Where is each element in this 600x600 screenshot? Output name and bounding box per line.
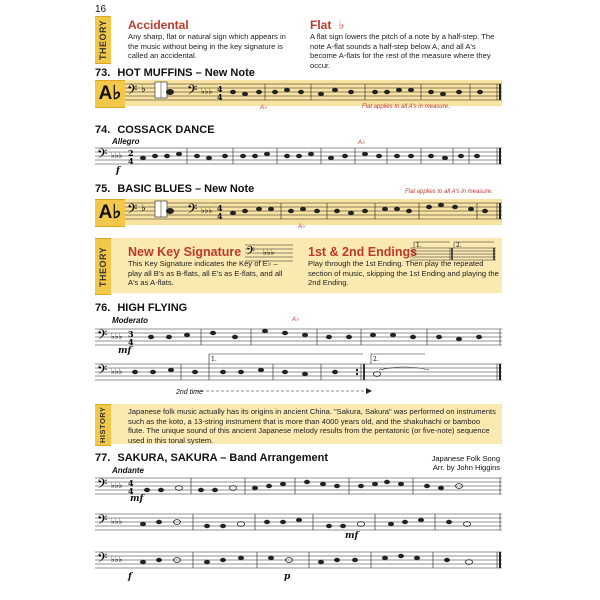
staff-73	[125, 78, 505, 118]
staff-77a	[95, 472, 505, 500]
annotation-73: Flat applies to all A's in measure.	[362, 104, 450, 110]
svg-text:4: 4	[217, 211, 223, 221]
tempo-77: Andante	[112, 466, 144, 475]
credit-line-2: Arr. by John Higgins	[432, 463, 500, 472]
exercise-77-number: 77.	[95, 452, 111, 464]
dynamic-77-3: f	[128, 572, 132, 582]
credit-line-1: Japanese Folk Song	[431, 454, 500, 463]
staff-76b	[95, 352, 505, 388]
new-key-title: New Key Signature	[128, 245, 242, 259]
note-label-74: A♭	[358, 140, 365, 146]
svg-text:3: 3	[128, 329, 134, 339]
svg-text:2: 2	[128, 148, 134, 158]
flat-title: Flat	[310, 18, 332, 32]
endings-title: 1st & 2nd Endings	[308, 245, 418, 259]
exercise-75-name: BASIC BLUES – New Note	[117, 183, 255, 195]
new-note-box-73	[95, 80, 125, 108]
ending-1-label-76: 1.	[211, 356, 217, 363]
svg-text:𝄢: 𝄢	[187, 82, 198, 101]
svg-text:♭♭♭: ♭♭♭	[111, 555, 123, 564]
theory-label-2: THEORY	[98, 246, 108, 287]
endings-diagram-icon	[410, 240, 498, 264]
svg-text:♭♭♭: ♭♭♭	[111, 481, 123, 490]
theory-sidebar-1	[95, 16, 111, 64]
svg-text:♭♭♭: ♭♭♭	[111, 151, 123, 160]
exercise-76-title	[95, 302, 187, 314]
accidental-title: Accidental	[128, 18, 189, 32]
history-sidebar	[95, 404, 111, 446]
accidental-box	[128, 18, 288, 61]
dynamic-77-1: mf	[130, 494, 144, 504]
svg-text:𝄢: 𝄢	[97, 550, 108, 569]
ending-2-label-76: 2.	[373, 356, 379, 363]
svg-text:♭♭♭: ♭♭♭	[111, 517, 123, 526]
theory-label-1: THEORY	[98, 19, 108, 61]
flat-text: A flat sign lowers the pitch of a note by a half-step. The note A-flat sounds a half-step below A, and all A's become A-flats for the rest of the measure where they occur.	[310, 32, 495, 71]
second-time-label: 2nd time	[176, 389, 203, 396]
svg-text:4: 4	[128, 486, 134, 496]
note-label-76: A♭	[292, 317, 299, 323]
note-label-75: A♭	[298, 224, 305, 230]
svg-text:♭♭♭: ♭♭♭	[111, 332, 123, 341]
flat-title-row	[310, 18, 500, 32]
staff-77b	[95, 508, 505, 536]
svg-text:𝄢: 𝄢	[97, 327, 108, 346]
history-text: Japanese folk music actually has its origins in ancient China. "Sakura, Sakura" was performed on instruments such as the koto, a 13-string instrument that is more than 4000 years old, and the shakuhachi or bamboo flute. The unique sound of this ancient Japanese melody results from the pentatonic (or five-note) sequence used in this tonal system.	[128, 407, 496, 446]
exercise-77-title	[95, 452, 328, 464]
staff-75	[125, 197, 505, 237]
svg-text:♭♭♭: ♭♭♭	[263, 248, 275, 257]
credits-77	[380, 454, 500, 472]
history-label: HISTORY	[98, 406, 107, 444]
svg-text:4: 4	[217, 84, 223, 94]
svg-text:♭♭♭: ♭♭♭	[201, 206, 213, 215]
exercise-76-number: 76.	[95, 302, 111, 314]
dynamic-77-2: mf	[345, 531, 359, 541]
flat-symbol: ♭	[338, 18, 345, 32]
staff-77c	[95, 546, 505, 576]
key-signature-icon	[245, 241, 295, 263]
exercise-73-number: 73.	[95, 67, 111, 79]
dynamic-76: mf	[118, 346, 132, 356]
new-key-text: This Key Signature indicates the Key of E♭ – play all B's as B-flats, all E's as E-flats, and all A's as A-flats.	[128, 259, 283, 288]
exercise-75-number: 75.	[95, 183, 111, 195]
annotation-75: Flat applies to all A's in measure.	[405, 189, 493, 195]
svg-text:𝄢: 𝄢	[246, 245, 256, 261]
new-note-75: A♭	[98, 202, 122, 223]
exercise-74-number: 74.	[95, 124, 111, 136]
page-number: 16	[95, 4, 107, 15]
svg-text:𝄢: 𝄢	[187, 201, 198, 220]
dynamic-77-4: p	[284, 572, 291, 582]
svg-text:♭♭♭: ♭♭♭	[111, 367, 123, 376]
accidental-text: Any sharp, flat or natural sign which appears in the music without being in the key signature is called an accidental.	[128, 32, 286, 61]
staff-76a	[95, 323, 505, 353]
svg-text:𝄢: 𝄢	[97, 476, 108, 495]
svg-text:𝄢: 𝄢	[97, 362, 108, 381]
second-time-arrow-icon	[196, 386, 376, 396]
theory-sidebar-2	[95, 238, 111, 295]
svg-text:4: 4	[217, 203, 223, 213]
ending-1-diagram-label: 1.	[416, 242, 422, 249]
dynamic-74: f	[116, 166, 120, 176]
note-label-73: A♭	[260, 105, 267, 111]
tempo-74: Allegro	[112, 137, 140, 146]
staff-74	[95, 142, 505, 176]
staff-lines-73	[125, 84, 502, 100]
svg-text:♭: ♭	[141, 203, 146, 214]
new-note-box-75	[95, 199, 125, 227]
svg-text:𝄢: 𝄢	[97, 512, 108, 531]
svg-text:𝄢: 𝄢	[127, 201, 138, 220]
svg-text:4: 4	[128, 156, 134, 166]
exercise-73-name: HOT MUFFINS – New Note	[117, 67, 255, 79]
bass-clef-icon-73: 𝄢	[127, 82, 138, 101]
svg-text:4: 4	[217, 92, 223, 102]
exercise-77-name: SAKURA, SAKURA – Band Arrangement	[117, 452, 329, 464]
svg-text:4: 4	[128, 337, 134, 347]
flat-box	[310, 18, 500, 71]
exercise-74-name: COSSACK DANCE	[117, 124, 215, 136]
svg-text:♭♭♭: ♭♭♭	[201, 87, 213, 96]
svg-text:♭: ♭	[141, 84, 146, 95]
exercise-76-name: HIGH FLYING	[117, 302, 188, 314]
svg-text:4: 4	[128, 478, 134, 488]
tempo-76: Moderato	[112, 316, 148, 325]
bass-clef-icon-74: 𝄢	[97, 146, 108, 165]
exercise-75-title	[95, 183, 254, 195]
endings-text: Play through the 1st Ending. Then play the repeated section of music, skipping the 1st Ending and playing the 2nd Ending.	[308, 259, 499, 288]
new-note-73: A♭	[98, 83, 122, 104]
ending-2-diagram-label: 2.	[456, 242, 462, 249]
exercise-74-title	[95, 124, 215, 136]
